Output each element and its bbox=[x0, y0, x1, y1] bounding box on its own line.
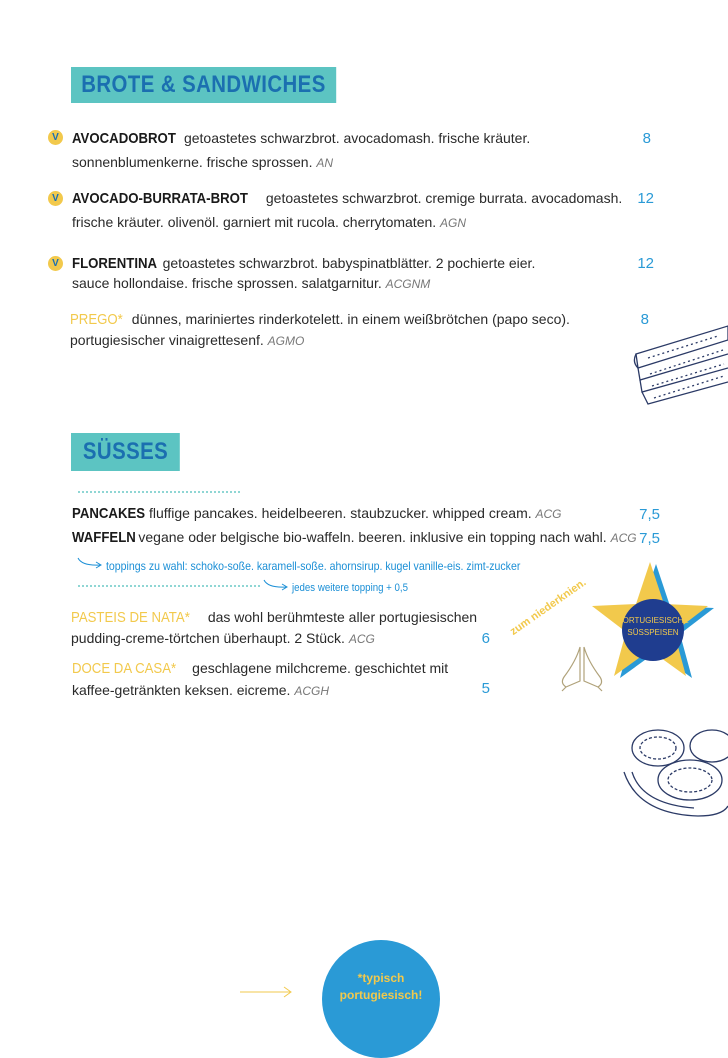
star-badge bbox=[588, 560, 718, 684]
item-price: 8 bbox=[642, 130, 651, 147]
menu-item-line bbox=[70, 332, 304, 348]
menu-item-line bbox=[72, 130, 530, 147]
item-price: 12 bbox=[637, 190, 654, 207]
item-desc: portugiesischer vinaigrettesenf. bbox=[70, 332, 264, 348]
item-allergens: ACG bbox=[348, 632, 375, 646]
item-allergens: ACG bbox=[610, 531, 637, 545]
item-price: 6 bbox=[481, 630, 490, 647]
item-name: DOCE DA CASA* bbox=[72, 660, 177, 677]
extra-topping-note: jedes weitere topping + 0,5 bbox=[292, 582, 408, 594]
item-desc: kaffee-getränkten keksen. eicreme. bbox=[72, 682, 291, 698]
item-price: 7,5 bbox=[639, 506, 660, 523]
item-allergens: AN bbox=[316, 156, 334, 170]
item-allergens: AGN bbox=[440, 216, 467, 230]
item-name: PANCAKES bbox=[72, 505, 146, 522]
pastel-de-nata-illustration bbox=[618, 722, 728, 822]
menu-item-line bbox=[72, 255, 535, 272]
arrow-icon bbox=[262, 578, 292, 592]
menu-item-line bbox=[71, 630, 375, 646]
item-price: 5 bbox=[481, 680, 490, 697]
arrow-icon bbox=[76, 556, 106, 570]
star-label-2: SÜSSPEISEN bbox=[627, 628, 679, 637]
item-desc: getoastetes schwarzbrot. avocadomash. frische kräuter. bbox=[183, 130, 531, 146]
item-price: 7,5 bbox=[639, 530, 660, 547]
vegetarian-icon: V bbox=[48, 191, 63, 206]
item-name: AVOCADOBROT bbox=[72, 130, 176, 147]
menu-item-line bbox=[72, 190, 622, 207]
section-title-brote: BROTE & SANDWICHES bbox=[71, 67, 336, 103]
item-desc: getoastetes schwarzbrot. babyspinatblätter. 2 pochierte eier. bbox=[162, 255, 536, 271]
item-name: AVOCADO-BURRATA-BROT bbox=[72, 190, 248, 207]
kneel-text: zum niederknien. bbox=[508, 576, 589, 638]
arrow-icon bbox=[238, 984, 296, 1000]
item-name: PREGO* bbox=[70, 311, 123, 328]
item-desc: pudding-creme-törtchen überhaupt. 2 Stück. bbox=[71, 630, 345, 646]
menu-item-line bbox=[72, 505, 562, 522]
item-name: PASTEIS DE NATA* bbox=[71, 609, 190, 626]
dotted-divider bbox=[78, 585, 260, 587]
item-desc: fluffige pancakes. heidelbeeren. staubzucker. whipped cream. bbox=[148, 505, 532, 521]
item-desc: frische kräuter. olivenöl. garniert mit rucola. cherrytomaten. bbox=[72, 214, 437, 230]
sandwich-illustration bbox=[628, 318, 728, 412]
footer-line-1: *typisch bbox=[357, 971, 405, 985]
item-price: 8 bbox=[640, 311, 649, 328]
item-allergens: ACGNM bbox=[385, 277, 431, 291]
footer-line-2: portugiesisch! bbox=[339, 988, 423, 1002]
menu-item-line bbox=[71, 609, 477, 626]
footer-text bbox=[322, 970, 440, 1004]
menu-item-line bbox=[72, 214, 466, 230]
item-allergens: AGMO bbox=[267, 334, 305, 348]
menu-item-line bbox=[72, 682, 329, 698]
item-desc: das wohl berühmteste aller portugiesischen bbox=[207, 609, 478, 625]
vegetarian-icon: V bbox=[48, 130, 63, 145]
item-desc: sonnenblumenkerne. frische sprossen. bbox=[72, 154, 313, 170]
menu-item-line bbox=[72, 275, 430, 291]
item-desc: getoastetes schwarzbrot. cremige burrata. avocadomash. bbox=[265, 190, 623, 206]
item-desc: dünnes, mariniertes rinderkotelett. in einem weißbrötchen (papo seco). bbox=[131, 311, 570, 327]
item-desc: vegane oder belgische bio-waffeln. beeren. inklusive ein topping nach wahl. bbox=[138, 529, 607, 545]
dotted-divider bbox=[78, 491, 240, 493]
vegetarian-icon: V bbox=[48, 256, 63, 271]
item-name: WAFFELN bbox=[72, 529, 136, 546]
section-title-suesses: SÜSSES bbox=[71, 433, 180, 471]
menu-item-line bbox=[70, 311, 570, 328]
menu-item-line bbox=[72, 529, 637, 546]
menu-item-line bbox=[72, 154, 333, 170]
item-name: FLORENTINA bbox=[72, 255, 158, 272]
item-allergens: ACG bbox=[535, 507, 562, 521]
item-desc: geschlagene milchcreme. geschichtet mit bbox=[192, 660, 449, 676]
item-allergens: ACGH bbox=[294, 684, 329, 698]
item-price: 12 bbox=[637, 255, 654, 272]
star-label-1: PORTUGIESISCHE bbox=[617, 616, 689, 625]
menu-item-line bbox=[72, 660, 448, 677]
item-desc: sauce hollondaise. frische sprossen. salatgarnitur. bbox=[72, 275, 382, 291]
toppings-note: toppings zu wahl: schoko-soße. karamell-soße. ahornsirup. kugel vanille-eis. zimt-zucker bbox=[106, 559, 521, 573]
